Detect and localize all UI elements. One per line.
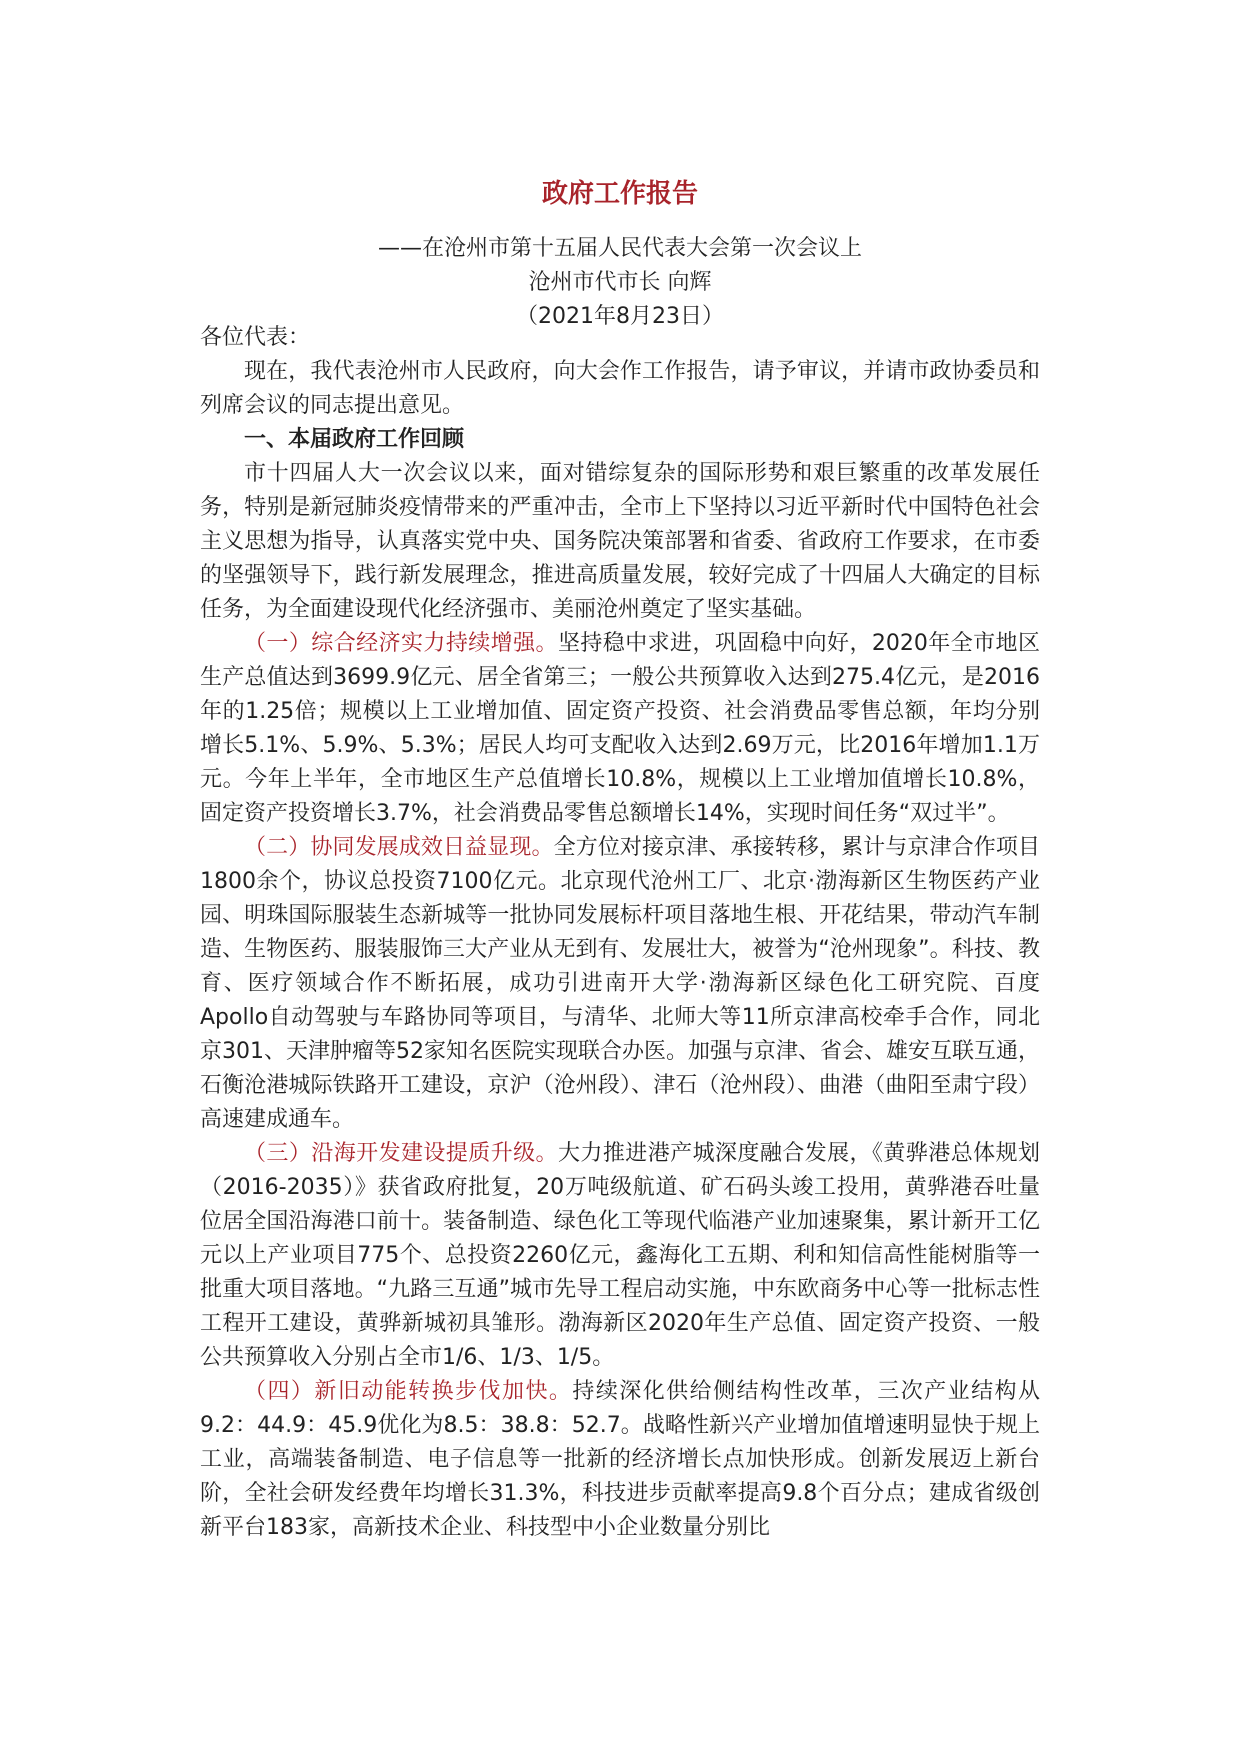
paragraph-item-3	[200, 1137, 1040, 1375]
intro-paragraph: 现在，我代表沧州市人民政府，向大会作工作报告，请予审议，并请市政协委员和列席会议的同志提出意见。	[200, 359, 1040, 418]
item-heading: （二）协同发展成效日益显现。	[244, 835, 554, 860]
paragraph-item-4	[200, 1375, 1040, 1545]
document-title: 政府工作报告	[541, 179, 698, 209]
document-body	[200, 321, 1040, 1545]
paragraph-item-2	[200, 831, 1040, 1137]
section-heading: 一、本届政府工作回顾	[244, 427, 465, 452]
item-text: 全方位对接京津、承接转移，累计与京津合作项目1800余个，协议总投资7100亿元。北京现代沧州工厂、北京·渤海新区生物医药产业园、明珠国际服装生态新城等一批协同发展标杆项目落地生根、开花结果，带动汽车制造、生物医药、服装服饰三大产业从无到有、发展壮大，被誉为“沧州现象”。科技、教育、医疗领域合作不断拓展，成功引进南开大学·渤海新区绿色化工研究院、百度Apollo自动驾驶与车路协同等项目，与清华、北师大等11所京津高校牵手合作，同北京301、天津肿瘤等52家知名医院实现联合办医。加强与京津、省会、雄安互联互通，石衡沧港城际铁路开工建设，京沪（沧州段）、津石（沧州段）、曲港（曲阳至肃宁段）高速建成通车。	[200, 835, 1040, 1132]
item-heading: （一）综合经济实力持续增强。	[244, 631, 558, 656]
document-header	[0, 174, 1240, 334]
item-text: 持续深化供给侧结构性改革，三次产业结构从9.2：44.9：45.9优化为8.5：38.8：52.7。战略性新兴产业增加值增速明显快于规上工业，高端装备制造、电子信息等一批新的经济增长点加快形成。创新发展迈上新台阶，全社会研发经费年均增长31.3%，科技进步贡献率提高9.8个百分点；建成省级创新平台183家，高新技术企业、科技型中小企业数量分别比	[200, 1379, 1040, 1540]
item-heading: （四）新旧动能转换步伐加快。	[244, 1379, 573, 1404]
paragraph-item-1	[200, 627, 1040, 831]
document-subtitle: ——在沧州市第十五届人民代表大会第一次会议上	[377, 236, 862, 261]
item-heading: （三）沿海开发建设提质升级。	[244, 1141, 558, 1166]
document-date: （2021年8月23日）	[516, 304, 724, 329]
item-text: 大力推进港产城深度融合发展，《黄骅港总体规划（2016-2035）》获省政府批复，20万吨级航道、矿石码头竣工投用，黄骅港吞吐量位居全国沿海港口前十。装备制造、绿色化工等现代临港产业加速聚集，累计新开工亿元以上产业项目775个、总投资2260亿元，鑫海化工五期、利和知信高性能树脂等一批重大项目落地。“九路三互通”城市先导工程启动实施，中东欧商务中心等一批标志性工程开工建设，黄骅新城初具雏形。渤海新区2020年生产总值、固定资产投资、一般公共预算收入分别占全市1/6、1/3、1/5。	[200, 1141, 1040, 1370]
section-intro-paragraph: 市十四届人大一次会议以来，面对错综复杂的国际形势和艰巨繁重的改革发展任务，特别是新冠肺炎疫情带来的严重冲击，全市上下坚持以习近平新时代中国特色社会主义思想为指导，认真落实党中央、国务院决策部署和省委、省政府工作要求，在市委的坚强领导下，践行新发展理念，推进高质量发展，较好完成了十四届人大确定的目标任务，为全面建设现代化经济强市、美丽沧州奠定了坚实基础。	[200, 461, 1040, 622]
salutation: 各位代表：	[200, 325, 311, 350]
item-text: 坚持稳中求进，巩固稳中向好，2020年全市地区生产总值达到3699.9亿元、居全省第三；一般公共预算收入达到275.4亿元，是2016年的1.25倍；规模以上工业增加值、固定资产投资、社会消费品零售总额，年均分别增长5.1%、5.9%、5.3%；居民人均可支配收入达到2.69万元，比2016年增加1.1万元。今年上半年，全市地区生产总值增长10.8%，规模以上工业增加值增长10.8%，固定资产投资增长3.7%，社会消费品零售总额增长14%，实现时间任务“双过半”。	[200, 631, 1040, 826]
document-speaker: 沧州市代市长 向辉	[528, 270, 712, 295]
